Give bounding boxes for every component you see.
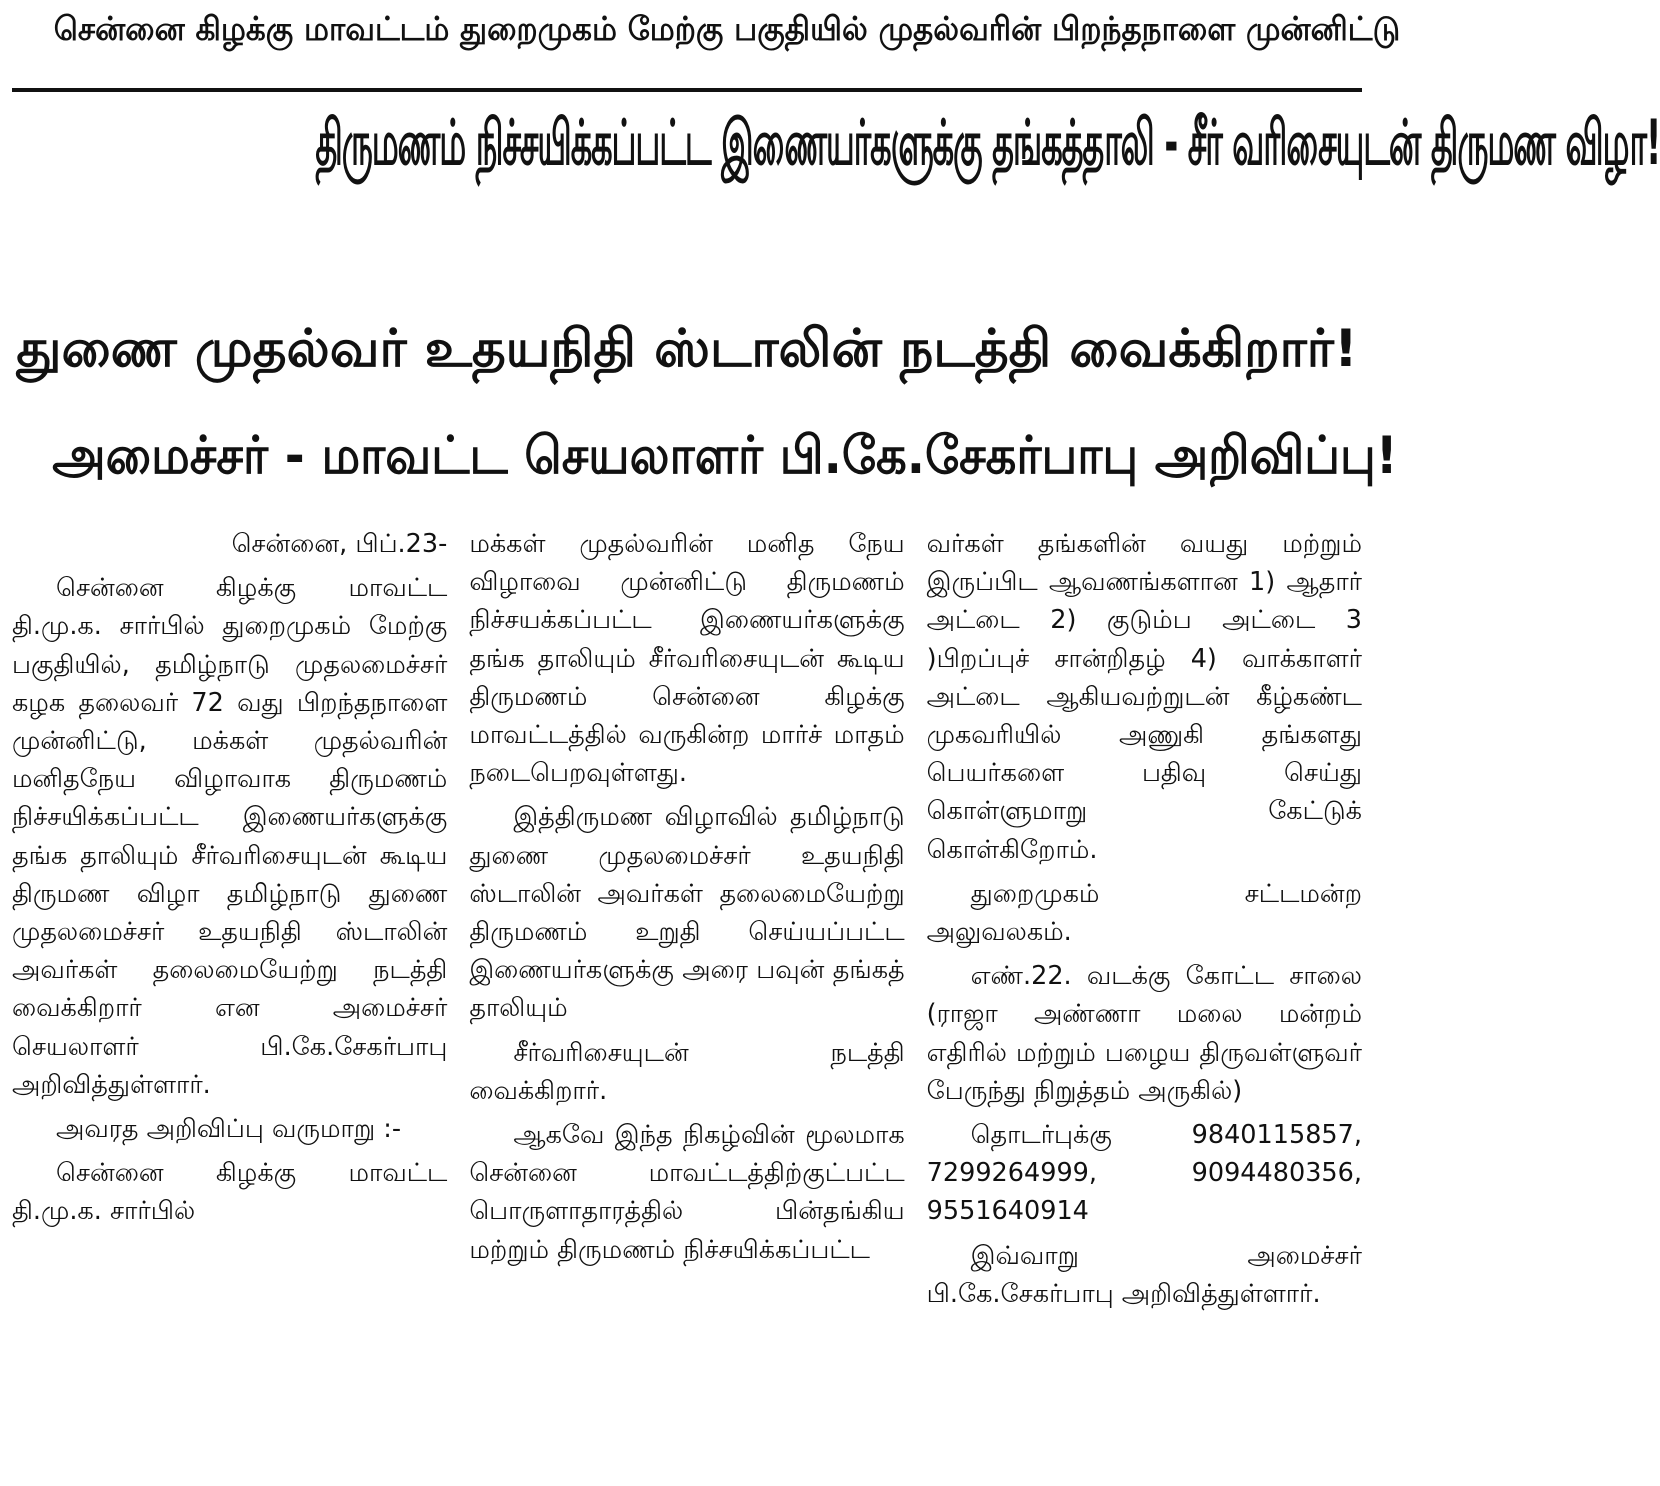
paragraph: சென்னை கிழக்கு மாவட்ட தி.மு.க. சார்பில் துறைமுகம் மேற்கு பகுதியில், தமிழ்நாடு முதலமைச்சர் கழக தலைவர் 72 வது பிறந்தநாளை முன்னிட்டு, மக்கள் முதல்வரின் மனிதநேய விழாவாக திருமணம் நிச்சயிக்கப்பட்ட இணையர்களுக்கு தங்க தாலியும் சீர்வரிசையுடன் கூடிய திருமண விழா தமிழ்நாடு துணை முதலமைச்சர் உதயநிதி ஸ்டாலின் அவர்கள் தலைமையேற்று நடத்தி வைக்கிறார் என அமைச்சர் செயலாளர் பி.கே.சேகர்பாபு அறிவித்துள்ளார்.: [12, 573, 448, 1100]
column-3: [927, 525, 1362, 1478]
paragraph: அவரத அறிவிப்பு வருமாறு :-: [56, 1114, 402, 1145]
paragraph: சென்னை கிழக்கு மாவட்ட தி.மு.க. சார்பில்: [12, 1158, 448, 1227]
column-2: [469, 525, 904, 1478]
paragraph: இத்திருமண விழாவில் தமிழ்நாடு துணை முதலமைச்சர் உதயநிதி ஸ்டாலின் அவர்கள் தலைமையேற்று திருமணம் உறுதி செய்யப்பட்ட இணையர்களுக்கு அரை பவுன் தங்கத் தாலியும்: [469, 802, 905, 1024]
column-1: [12, 525, 447, 1478]
subheadline-2: அமைச்சர் - மாவட்ட செயலாளர் பி.கே.சேகர்பாபு அறிவிப்பு!: [52, 426, 1398, 486]
dateline: சென்னை, பிப்.23-: [231, 529, 448, 559]
paragraph: மக்கள் முதல்வரின் மனித நேய விழாவை முன்னிட்டு திருமணம் நிச்சயக்கப்பட்ட இணையர்களுக்கு தங்க தாலியும் சீர்வரிசையுடன் கூடிய திருமணம் சென்னை கிழக்கு மாவட்டத்தில் வருகின்ற மார்ச் மாதம் நடைபெறவுள்ளது.: [469, 529, 905, 789]
paragraph: துறைமுகம் சட்டமன்ற அலுவலகம்.: [926, 878, 1362, 948]
kicker-line: சென்னை கிழக்கு மாவட்டம் துறைமுகம் மேற்கு பகுதியில் முதல்வரின் பிறந்தநாளை முன்னிட்டு: [53, 9, 1401, 48]
contact-numbers: தொடர்புக்கு 9840115857, 7299264999, 9094480356, 9551640914: [926, 1120, 1362, 1227]
paragraph: வர்கள் தங்களின் வயது மற்றும் இருப்பிட ஆவணங்களான 1) ஆதார் அட்டை 2) குடும்ப அட்டை 3 )பிறப்புச் சான்றிதழ் 4) வாக்காளர் அட்டை ஆகியவற்றுடன் கீழ்கண்ட முகவரியில் அணுகி தங்களது பெயர்களை பதிவு செய்து கொள்ளுமாறு கேட்டுக் கொள்கிறோம்.: [926, 529, 1362, 865]
address-paragraph: எண்.22. வடக்கு கோட்ட சாலை (ராஜா அண்ணா மலை மன்றம் எதிரில் மற்றும் பழைய திருவள்ளுவர் பேருந்து நிறுத்தம் அருகில்): [926, 961, 1362, 1106]
main-headline: திருமணம் நிச்சயிக்கப்பட்ட இணையர்களுக்கு தங்கத்தாலி - சீர் வரிசையுடன் திருமண விழா!: [315, 106, 1660, 179]
divider-rule: [12, 88, 1362, 92]
paragraph: இவ்வாறு அமைச்சர் பி.கே.சேகர்பாபு அறிவித்துள்ளார்.: [926, 1240, 1362, 1309]
paragraph: சீர்வரிசையுடன் நடத்தி வைக்கிறார்.: [469, 1037, 905, 1106]
subheadline-1: துணை முதல்வர் உதயநிதி ஸ்டாலின் நடத்தி வைக்கிறார்!: [16, 319, 1358, 379]
article-columns: [12, 525, 1362, 1478]
paragraph: ஆகவே இந்த நிகழ்வின் மூலமாக சென்னை மாவட்டத்திற்குட்பட்ட பொருளாதாரத்தில் பின்தங்கிய மற்றும் திருமணம் நிச்சயிக்கப்பட்ட: [469, 1120, 905, 1265]
